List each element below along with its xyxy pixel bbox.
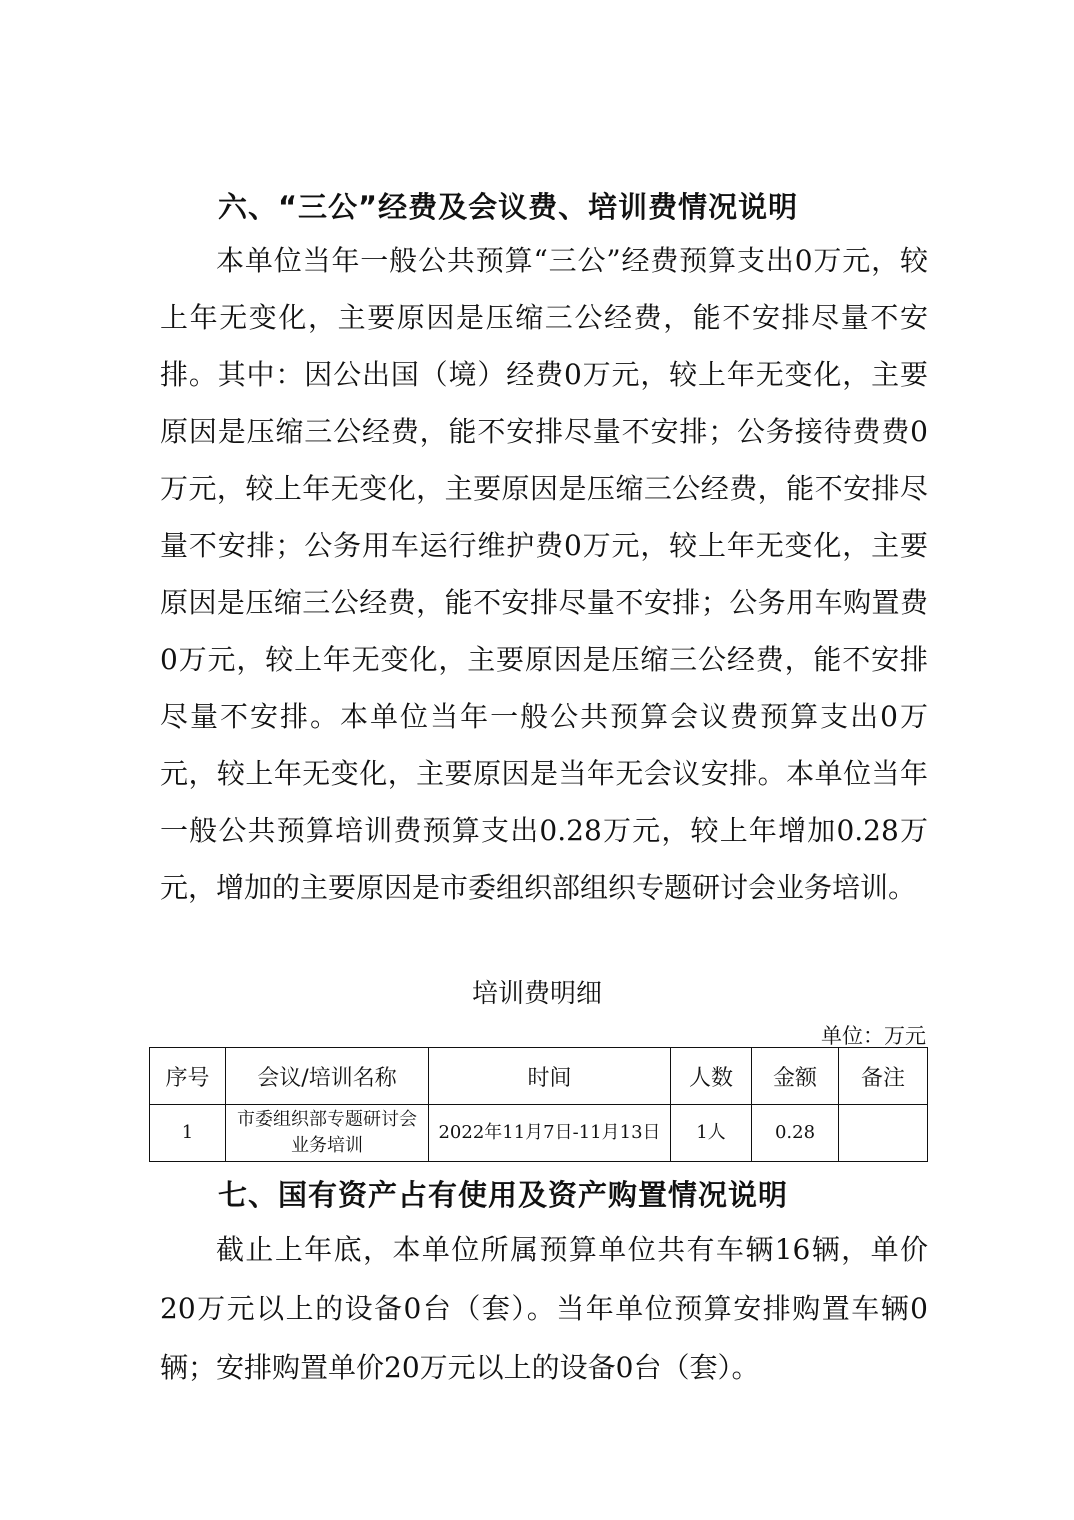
section-six-paragraph: 本单位当年一般公共预算“三公”经费预算支出0万元，较上年无变化，主要原因是压缩三公经费，能不安排尽量不安排。其中：因公出国（境）经费0万元，较上年无变化，主要原因是压缩三公经费，能不安排尽量不安排；公务接待费费0万元，较上年无变化，主要原因是压缩三公经费，能不安排尽量不安排；公务用车运行维护费0万元，较上年无变化，主要原因是压缩三公经费，能不安排尽量不安排；公务用车购置费0万元，较上年无变化，主要原因是压缩三公经费，能不安排尽量不安排。本单位当年一般公共预算会议费预算支出0万元，较上年无变化，主要原因是当年无会议安排。本单位当年一般公共预算培训费预算支出0.28万元，较上年增加0.28万元，增加的主要原因是市委组织部组织专题研讨会业务培训。 [160,244,928,904]
header-name: 会议/培训名称 [226,1048,429,1105]
cell-name: 市委组织部专题研讨会业务培训 [226,1105,429,1162]
cell-serial: 1 [150,1105,226,1162]
cell-people: 1人 [671,1105,752,1162]
training-table-title: 培训费明细 [471,979,602,1009]
table-header-row [150,1048,928,1105]
table-row [150,1105,928,1162]
header-time: 时间 [429,1048,671,1105]
cell-remark [839,1105,928,1162]
header-people: 人数 [671,1048,752,1105]
table-unit-label: 单位：万元 [821,1024,926,1048]
section-six-heading: 六、“三公”经费及会议费、培训费情况说明 [218,190,799,224]
cell-time: 2022年11月7日-11月13日 [429,1105,671,1162]
cell-amount: 0.28 [752,1105,839,1162]
header-serial: 序号 [150,1048,226,1105]
section-seven-paragraph: 截止上年底，本单位所属预算单位共有车辆16辆，单价20万元以上的设备0台（套）。当年单位预算安排购置车辆0辆；安排购置单价20万元以上的设备0台（套）。 [160,1233,928,1384]
training-fee-table [149,1047,928,1162]
header-remark: 备注 [839,1048,928,1105]
section-seven-heading: 七、国有资产占有使用及资产购置情况说明 [218,1178,789,1212]
header-amount: 金额 [752,1048,839,1105]
